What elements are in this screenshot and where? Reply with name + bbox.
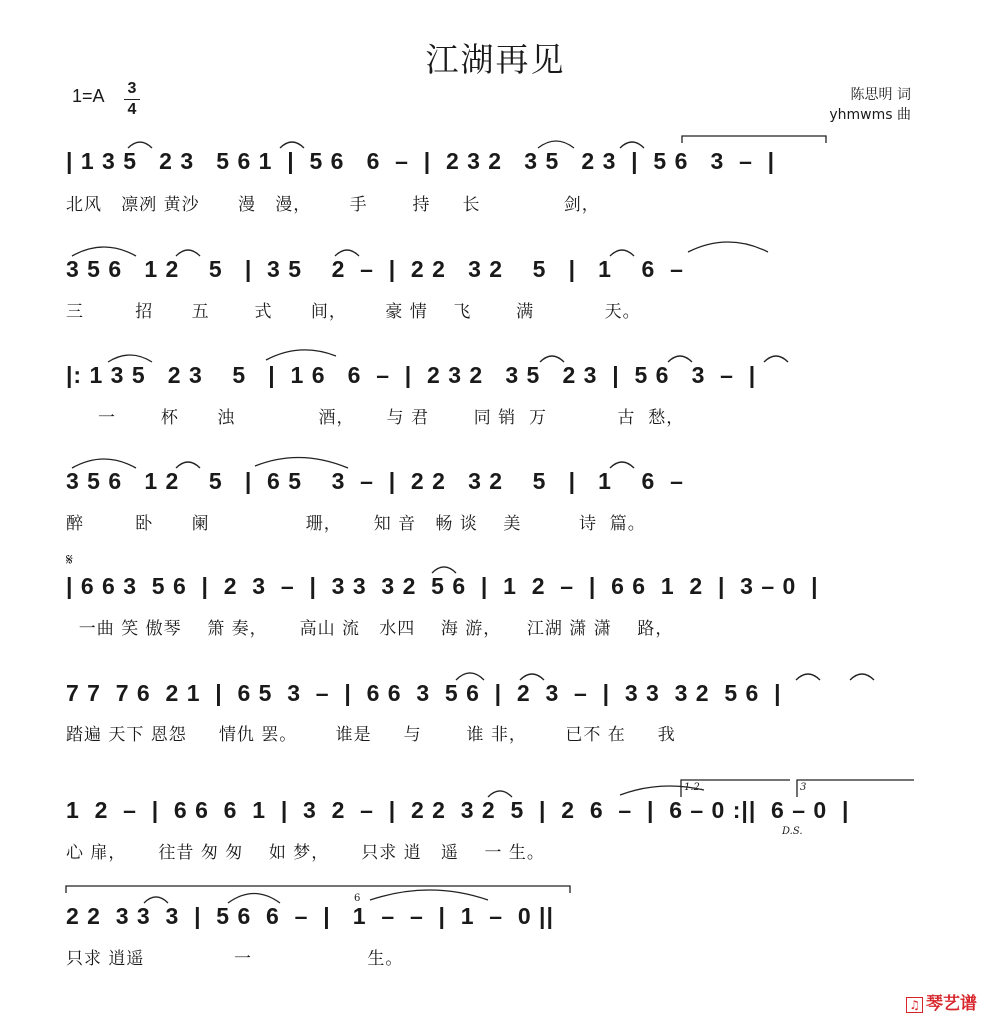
lyrics-row-7: 心 扉， 往昔 匆 匆 如 梦， 只求 逍 遥 一 生。	[66, 843, 545, 863]
ds-mark: D.S.	[782, 826, 803, 837]
slur	[797, 780, 914, 797]
notation-row-1: | 1 3 5 2 3 5 6 1 | 5 6 6 – | 2 3 2 3 5 2 3 | 5 6 3 – |	[66, 148, 776, 174]
slur	[255, 457, 348, 468]
site-logo	[906, 989, 977, 1014]
time-signature-bottom: 4	[127, 101, 137, 118]
lyrics-row-6: 踏遍 天下 恩怨 情仇 罢。 谁是 与 谁 非， 已不 在 我	[66, 725, 676, 745]
key-signature: 1=A	[72, 86, 105, 106]
lyrics-row-4: 醉 卧 阑 珊， 知 音 畅 谈 美 诗 篇。	[66, 514, 646, 534]
notation-row-4: 3 5 6 1 2 5 | 6 5 3 – | 2 2 3 2 5 | 1 6 –	[66, 468, 684, 494]
notation-row-8: 2 2 3 3 3 | 5 6 6 – | 1 – – | 1 – 0 ||	[66, 903, 554, 929]
slur	[610, 250, 634, 256]
slur	[488, 791, 512, 797]
logo-icon: ♫	[906, 997, 923, 1013]
slur	[538, 141, 574, 148]
slur	[764, 356, 788, 362]
slur	[610, 462, 634, 468]
slur	[682, 136, 826, 143]
slur	[456, 673, 484, 680]
slur	[668, 356, 692, 362]
slur	[620, 142, 644, 148]
slur	[176, 462, 200, 468]
lyrics-row-1: 北风 凛冽 黄沙 漫 漫， 手 持 长 剑，	[66, 195, 600, 215]
slur	[176, 250, 200, 256]
slur	[128, 142, 152, 148]
volta-1-label: 1.2.	[684, 782, 704, 793]
notation-row-2: 3 5 6 1 2 5 | 3 5 2 – | 2 2 3 2 5 | 1 6 –	[66, 256, 684, 282]
lyrics-row-8: 只求 逍遥 一 生。	[66, 949, 404, 969]
slur	[144, 897, 168, 903]
slur	[850, 674, 874, 680]
slur	[66, 886, 570, 893]
slur	[620, 786, 704, 795]
slur	[228, 894, 280, 904]
slur	[72, 247, 136, 256]
grace-note: 6	[354, 893, 361, 904]
notation-row-6: 7 7 7 6 2 1 | 6 5 3 – | 6 6 3 5 6 | 2 3 – | 3 3 3 2 5 6 |	[66, 680, 782, 706]
volta-2-label: 3	[800, 782, 807, 793]
logo-text: 琴艺谱	[926, 994, 977, 1014]
slur	[280, 142, 304, 148]
notation-row-5: | 6 6 3 5 6 | 2 3 – | 3 3 3 2 5 6 | 1 2 – | 6 6 1 2 | 3 – 0 |	[66, 573, 819, 599]
notation-row-7: 1 2 – | 6 6 6 1 | 3 2 – | 2 2 3 2 5 | 2 6 – | 6 – 0 :|| 6 – 0 |	[66, 797, 850, 823]
slur	[688, 242, 768, 252]
score-title: 江湖再见	[425, 40, 566, 79]
lyrics-row-5: 一曲 笑 傲琴 箫 奏， 高山 流 水四 海 游， 江湖 潇 潇 路，	[66, 619, 674, 639]
composer-credit: yhmwms 曲	[829, 107, 911, 123]
slur	[432, 567, 456, 573]
slur	[108, 355, 152, 362]
slur	[540, 356, 564, 362]
slur	[520, 674, 544, 680]
lyrics-row-3: 一 杯 浊 酒， 与 君 同 销 万 古 愁，	[66, 408, 685, 428]
slur	[266, 350, 336, 360]
slur	[796, 674, 820, 680]
notation-row-3: |: 1 3 5 2 3 5 | 1 6 6 – | 2 3 2 3 5 2 3 | 5 6 3 – |	[66, 362, 757, 388]
lyricist-credit: 陈思明 词	[850, 87, 911, 103]
slur	[370, 890, 488, 900]
slur	[72, 459, 136, 468]
slur	[335, 250, 359, 256]
lyrics-row-2: 三 招 五 式 间， 豪 情 飞 满 天。	[66, 302, 641, 322]
time-signature-top: 3	[127, 80, 137, 97]
segno-mark: 𝄋	[66, 550, 73, 569]
